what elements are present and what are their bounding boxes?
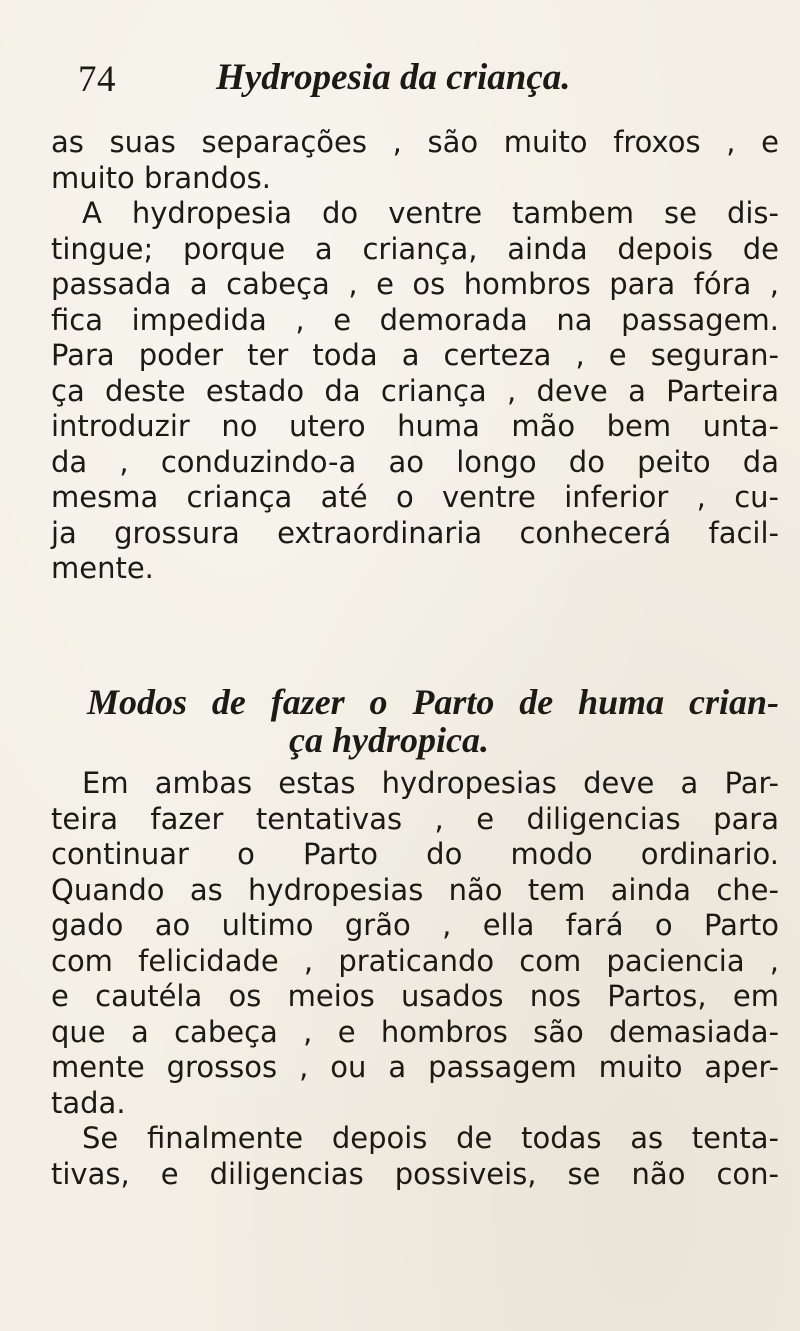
body-text-lower: [51, 766, 779, 1192]
paragraph-3-line-10: tada.: [51, 1085, 126, 1120]
paragraph-2-line-3: passada a cabeça , e os hombros para fóra ,: [51, 267, 779, 301]
section-heading-line-2: ça hydropica.: [289, 720, 489, 760]
running-title: Hydropesia da criança.: [216, 57, 571, 98]
paragraph-2-line-10: ja grossura extraordinaria conhecerá facil-: [51, 515, 779, 550]
paragraph-4-line-1: Se finalmente depois de todas as tenta-: [82, 1121, 779, 1155]
page-number: 74: [78, 59, 116, 100]
paragraph-2-line-8: da , conduzindo-a ao longo do peito da: [51, 444, 779, 479]
paragraph-2-line-11: mente.: [51, 551, 154, 585]
paragraph-2-line-1: A hydropesia do ventre tambem se dis-: [82, 196, 779, 230]
paragraph-3-line-4: Quando as hydropesias não tem ainda che-: [51, 872, 779, 907]
paragraph-2-line-5: Para poder ter toda a certeza , e seguran-: [51, 338, 779, 372]
section-heading: [51, 683, 779, 759]
paragraph-2-line-6: ça deste estado da criança , deve a Parteira: [51, 373, 779, 408]
paragraph-3-line-6: com felicidade , praticando com paciencia ,: [51, 943, 779, 978]
paragraph-2-line-4: fica impedida , e demorada na passagem.: [51, 302, 779, 337]
paragraph-3-line-2: teira fazer tentativas , e diligencias para: [51, 801, 779, 836]
paragraph-3-line-8: que a cabeça , e hombros são demasiada-: [51, 1014, 779, 1049]
paragraph-2-line-2: tingue; porque a criança, ainda depois de: [51, 231, 779, 266]
paragraph-4-line-2: tivas, e diligencias possiveis, se não con-: [51, 1156, 779, 1191]
paragraph-2-line-7: introduzir no utero huma mão bem unta-: [51, 409, 779, 443]
paragraph-3-line-5: gado ao ultimo grão , ella fará o Parto: [51, 908, 779, 942]
section-heading-line-1: Modos de fazer o Parto de huma crian-: [87, 682, 779, 722]
paragraph-3-line-1: Em ambas estas hydropesias deve a Par-: [82, 766, 779, 800]
page-header: [78, 56, 678, 106]
paragraph-3-line-9: mente grossos , ou a passagem muito aper-: [51, 1050, 779, 1084]
paragraph-1-line-1: as suas separações , são muito froxos , e: [51, 125, 779, 159]
paragraph-3-line-7: e cautéla os meios usados nos Partos, em: [51, 979, 779, 1013]
paragraph-3-line-3: continuar o Parto do modo ordinario.: [51, 837, 779, 871]
body-text-upper: [51, 125, 779, 587]
paragraph-2-line-9: mesma criança até o ventre inferior , cu-: [51, 480, 779, 514]
paragraph-1-line-2: muito brandos.: [51, 160, 271, 195]
